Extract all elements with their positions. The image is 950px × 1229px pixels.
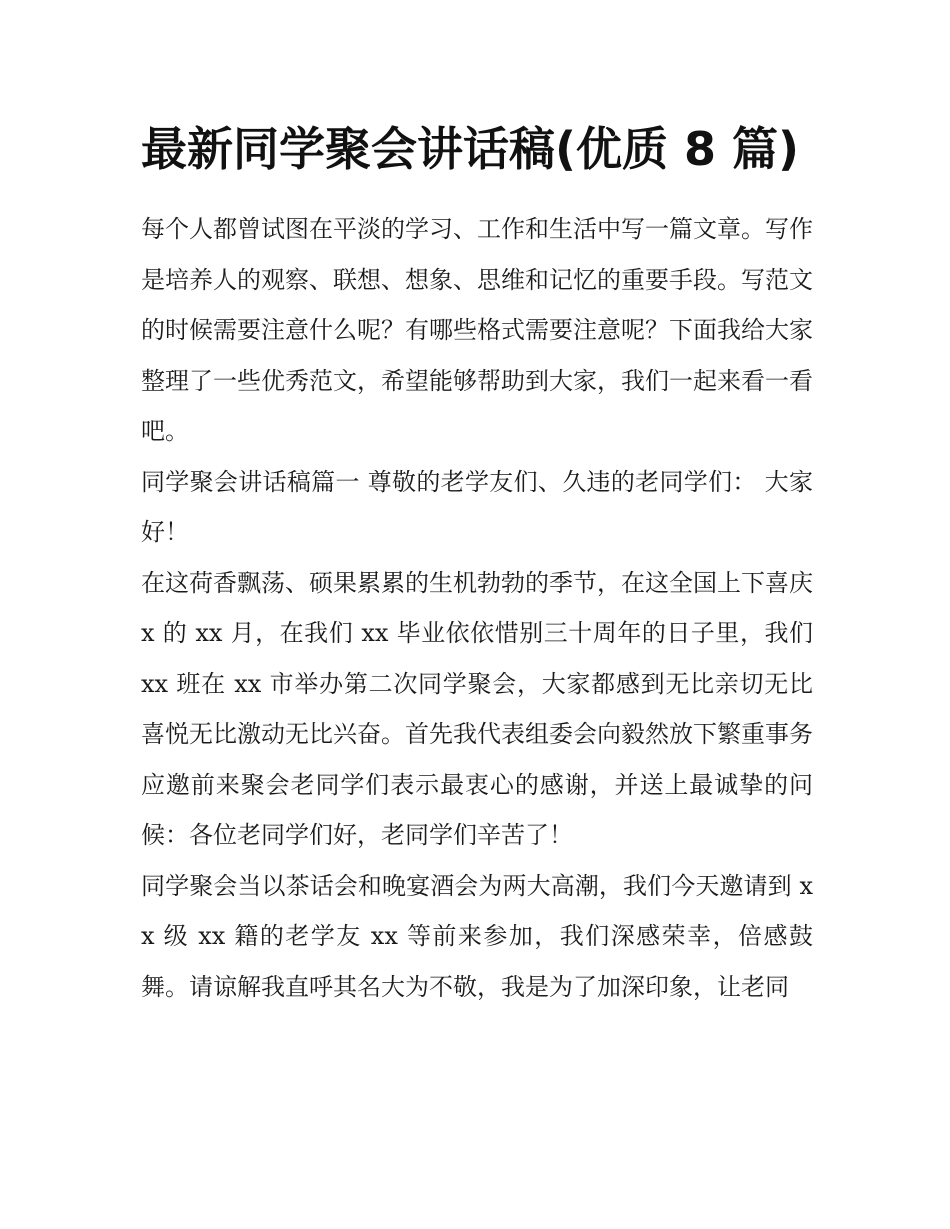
speech-body-paragraph: 在这荷香飘荡、硕果累累的生机勃勃的季节，在这全国上下喜庆 x 的 xx 月，在我们 xx 毕业依依惜别三十周年的日子里，我们 xx 班在 xx 市举办第二次同学聚会，大家都感到无比亲切无比喜悦无比激动无比兴奋。首先我代表组委会向毅然放下繁重事务应邀前来聚会老同学们表示最衷心的感谢，并送上最诚挚的问候：各位老同学们好，老同学们辛苦了！ — [141, 568, 813, 849]
speech-continued-paragraph: 同学聚会当以茶话会和晚宴酒会为两大高潮，我们今天邀请到 xx 级 xx 籍的老学友 xx 等前来参加，我们深感荣幸，倍感鼓舞。请谅解我直呼其名大为不敬，我是为了加深印象，让老同 — [141, 871, 813, 1001]
document-content — [141, 112, 813, 1012]
intro-paragraph: 每个人都曾试图在平淡的学习、工作和生活中写一篇文章。写作是培养人的观察、联想、想象、思维和记忆的重要手段。写范文的时候需要注意什么呢？有哪些格式需要注意呢？下面我给大家整理了一些优秀范文，希望能够帮助到大家，我们一起来看一看吧。 — [141, 215, 813, 445]
document-title: 最新同学聚会讲话稿(优质 8 篇) — [141, 122, 800, 176]
speech-opening-paragraph: 同学聚会讲话稿篇一 尊敬的老学友们、久违的老同学们： 大家好！ — [141, 467, 813, 546]
